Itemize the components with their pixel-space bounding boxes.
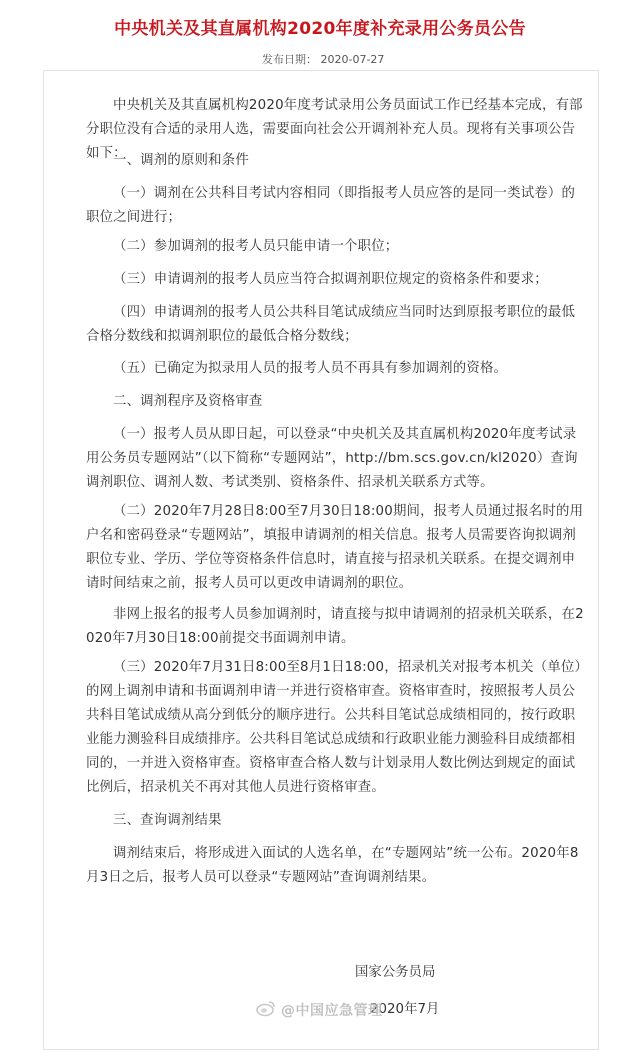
- intro-paragraph: 中央机关及其直属机构2020年度考试录用公务员面试工作已经基本完成，有部分职位没有合适的录用人选，需要面向社会公开调剂补充人员。现将有关事项公告如下：: [86, 98, 583, 161]
- section-1-item-1: （一）调剂在公共科目考试内容相同（即指报考人员应答的是同一类试卷）的职位之间进行；: [86, 186, 576, 225]
- section-1-item-2: （二）参加调剂的报考人员只能申请一个职位；: [113, 239, 399, 254]
- section-2-item-2-note: 非网上报名的报考人员参加调剂时，请直接与拟申请调剂的招录机关联系，在2020年7月30日18:00前提交书面调剂申请。: [86, 607, 584, 646]
- section-2-item-2: （二）2020年7月28日8:00至7月30日18:00期间，报考人员通过报名时的用户名和密码登录“专题网站”，填报申请调剂的相关信息。报考人员需要咨询拟调剂职位专业、学历、学位等资格条件信息时，请直接与招录机关联系。在提交调剂申请时间结束之前，报考人员可以更改申请调剂的职位。: [86, 504, 584, 591]
- section-3-heading: 三、查询调剂结果: [113, 813, 222, 828]
- signature-org: 国家公务员局: [355, 965, 436, 980]
- section-1-item-3: （三）申请调剂的报考人员应当符合拟调剂职位规定的资格条件和要求；: [113, 272, 548, 287]
- section-2-item-1: （一）报考人员从即日起，可以登录“中央机关及其直属机构2020年度考试录用公务员专题网站”（以下简称“专题网站”，http://bm.scs.gov.cn/kl2020）查询调剂职位、调剂人数、考试类别、资格条件、招录机关联系方式等。: [86, 427, 578, 490]
- section-2-item-3: （三）2020年7月31日8:00至8月1日18:00，招录机关对报考本机关（单位）的网上调剂申请和书面调剂申请一并进行资格审查。资格审查时，按照报考人员公共科目笔试成绩从高分到低分的顺序进行。公共科目笔试总成绩相同的，按行政职业能力测验科目成绩排序。公共科目笔试总成绩和行政职业能力测验科目成绩都相同的，一并进入资格审查。资格审查合格人数与计划录用人数比例达到规定的面试比例后，招录机关不再对其他人员进行资格审查。: [86, 660, 582, 795]
- section-1-item-5: （五）已确定为拟录用人员的报考人员不再具有参加调剂的资格。: [113, 361, 508, 376]
- section-1-item-4: （四）申请调剂的报考人员公共科目笔试成绩应当同时达到原报考职位的最低合格分数线和拟调剂职位的最低合格分数线；: [86, 305, 576, 344]
- section-3-paragraph: 调剂结束后，将形成进入面试的人选名单，在“专题网站”统一公布。2020年8月3日之后，报考人员可以登录“专题网站”查询调剂结果。: [86, 846, 579, 885]
- signature-date: 2020年7月: [370, 1002, 440, 1017]
- page-title: 中央机关及其直属机构2020年度补充录用公务员公告: [114, 19, 526, 39]
- watermark-text: @中国应急管理: [281, 1003, 383, 1019]
- publish-date: 发布日期： 2020-07-27: [262, 53, 385, 66]
- section-2-heading: 二、调剂程序及资格审查: [113, 394, 263, 409]
- section-1-heading: 一、调剂的原则和条件: [113, 153, 249, 168]
- weibo-icon: [256, 999, 276, 1017]
